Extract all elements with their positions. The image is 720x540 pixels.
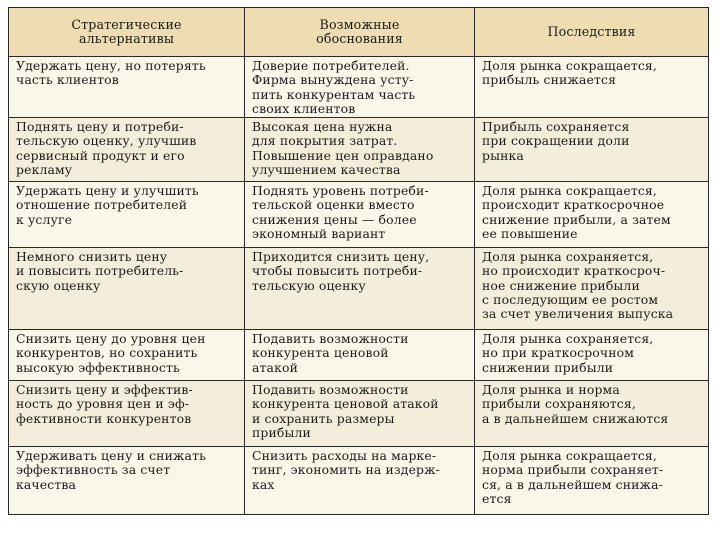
alternative-cell: Немного снизить цену и повысить потребитель- скую оценку — [9, 248, 245, 330]
consequences-cell: Доля рынка и норма прибыли сохраняются, а в дальнейшем снижаются — [475, 381, 709, 447]
header-row — [9, 8, 709, 57]
justification-cell: Приходится снизить цену, чтобы повысить потреби- тельскую оценку — [245, 248, 475, 330]
header-justifications: Возможные обоснования — [245, 8, 475, 57]
strategy-table — [8, 7, 709, 515]
consequences-cell: Доля рынка сокращается, прибыль снижается — [475, 57, 709, 118]
alternative-cell: Снизить цену и эффектив- ность до уровня цен и эф- фективности конкурентов — [9, 381, 245, 447]
alternative-cell: Поднять цену и потреби- тельскую оценку, улучшив сервисный продукт и его рекламу — [9, 118, 245, 182]
justification-cell: Подавить возможности конкурента ценовой атакой — [245, 330, 475, 381]
table-row — [9, 381, 709, 447]
alternative-cell: Удержать цену и улучшить отношение потребителей к услуге — [9, 182, 245, 248]
justification-cell: Доверие потребителей. Фирма вынуждена усту- пить конкурентам часть своих клиентов — [245, 57, 475, 118]
table-row — [9, 182, 709, 248]
header-consequences: Последствия — [475, 8, 709, 57]
consequences-cell: Прибыль сохраняется при сокращении доли рынка — [475, 118, 709, 182]
header-alternatives: Стратегические альтернативы — [9, 8, 245, 57]
table-row — [9, 447, 709, 515]
consequences-cell: Доля рынка сокращается, норма прибыли сохраняет- ся, а в дальнейшем снижа- ется — [475, 447, 709, 515]
justification-cell: Подавить возможности конкурента ценовой атакой и сохранить размеры прибыли — [245, 381, 475, 447]
alternative-cell: Удержать цену, но потерять часть клиентов — [9, 57, 245, 118]
consequences-cell: Доля рынка сохраняется, но происходит краткосроч- ное снижение прибыли с последующим ее ростом за счет увеличения выпуска — [475, 248, 709, 330]
table-row — [9, 248, 709, 330]
table-row — [9, 57, 709, 118]
table-row — [9, 118, 709, 182]
justification-cell: Снизить расходы на марке- тинг, экономить на издерж- ках — [245, 447, 475, 515]
justification-cell: Поднять уровень потреби- тельской оценки вместо снижения цены — более экономный вариант — [245, 182, 475, 248]
consequences-cell: Доля рынка сокращается, происходит краткосрочное снижение прибыли, а затем ее повышение — [475, 182, 709, 248]
justification-cell: Высокая цена нужна для покрытия затрат. Повышение цен оправдано улучшением качества — [245, 118, 475, 182]
table-row — [9, 330, 709, 381]
consequences-cell: Доля рынка сохраняется, но при краткосрочном снижении прибыли — [475, 330, 709, 381]
alternative-cell: Удерживать цену и снижать эффективность за счет качества — [9, 447, 245, 515]
alternative-cell: Снизить цену до уровня цен конкурентов, но сохранить высокую эффективность — [9, 330, 245, 381]
